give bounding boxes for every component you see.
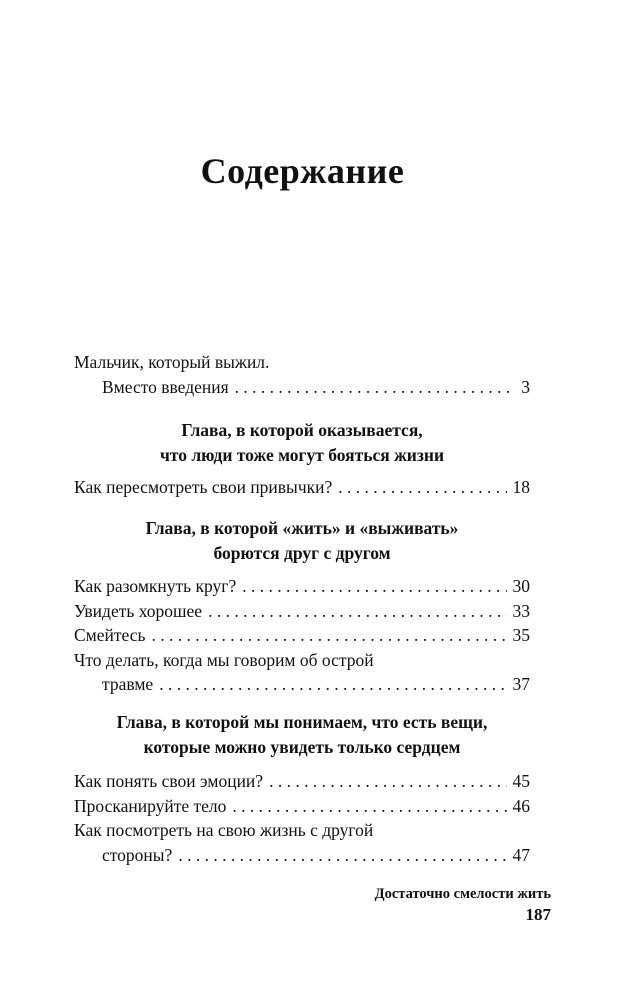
toc-entry-text: Вместо введения: [102, 376, 229, 397]
toc-entry-text: Как пересмотреть свои привычки?: [74, 477, 333, 497]
toc-entry[interactable]: [74, 599, 530, 624]
toc-page-number: 33: [512, 600, 530, 621]
toc-entry[interactable]: [74, 623, 530, 648]
toc-entry-line: [74, 648, 530, 673]
toc-entry-text: Просканируйте тело: [74, 795, 227, 816]
toc-chapter-3: [74, 710, 530, 759]
leader-dots: [235, 375, 516, 400]
leader-dots: [269, 769, 506, 794]
toc-page-number: 3: [521, 376, 530, 397]
toc-chapter-1-entries: [74, 475, 530, 500]
footer-page-number: 187: [525, 905, 551, 924]
toc-entry[interactable]: [74, 769, 530, 794]
toc-entry-text: Как посмотреть на свою жизнь с другой: [74, 820, 374, 840]
toc-entry-line: [74, 350, 530, 375]
toc-entry-text: травме: [102, 674, 154, 694]
toc-chapter-1: [74, 418, 530, 467]
toc-intro: [74, 350, 530, 399]
toc-entry[interactable]: [74, 375, 530, 400]
leader-dots: [159, 672, 506, 697]
page-title: Содержание: [200, 151, 405, 191]
chapter-heading: [74, 710, 530, 759]
toc-entry-text: Как разомкнуть круг?: [74, 576, 237, 596]
toc-entry[interactable]: [74, 843, 530, 868]
running-title: Достаточно смелости жить: [374, 886, 551, 902]
chapter-heading-line: что люди тоже могут бояться жизни: [159, 444, 445, 465]
toc-page-number: 35: [512, 625, 530, 645]
toc-entry-text: Смейтесь: [74, 625, 146, 645]
toc-entry[interactable]: [74, 475, 530, 500]
leader-dots: [338, 475, 506, 500]
toc-page-number: 37: [512, 674, 530, 694]
toc-entry-text: стороны?: [102, 844, 173, 865]
toc-chapter-2: [74, 516, 530, 565]
toc-entry-text: Как понять свои эмоции?: [74, 771, 264, 791]
chapter-heading: [74, 418, 530, 467]
toc-page-number: 47: [512, 844, 530, 865]
toc-entry-text: Увидеть хорошее: [74, 600, 203, 621]
leader-dots: [208, 599, 506, 624]
chapter-heading-line: Глава, в которой оказывается,: [181, 420, 423, 440]
toc-entry-line: [74, 818, 530, 843]
chapter-heading: [74, 516, 530, 565]
toc-chapter-2-entries: [74, 574, 530, 697]
leader-dots: [178, 843, 506, 868]
toc-page-number: 30: [512, 576, 530, 596]
toc-page-number: 45: [512, 771, 530, 791]
leader-dots: [232, 794, 506, 819]
leader-dots: [242, 574, 506, 599]
chapter-heading-line: Глава, в которой «жить» и «выживать»: [145, 518, 459, 538]
leader-dots: [151, 623, 506, 648]
chapter-heading-line: Глава, в которой мы понимаем, что есть вещи,: [116, 712, 488, 732]
chapter-heading-line: борются друг с другом: [213, 542, 391, 563]
toc-chapter-3-entries: [74, 769, 530, 867]
toc-entry[interactable]: [74, 794, 530, 819]
toc-entry[interactable]: [74, 574, 530, 599]
toc-entry[interactable]: [74, 672, 530, 697]
toc-entry-text: Мальчик, который выжил.: [74, 352, 270, 372]
chapter-heading-line: которые можно увидеть только сердцем: [143, 736, 461, 757]
toc-page-number: 18: [512, 477, 530, 497]
toc-entry-text: Что делать, когда мы говорим об острой: [74, 649, 374, 670]
toc-page-number: 46: [512, 795, 530, 816]
